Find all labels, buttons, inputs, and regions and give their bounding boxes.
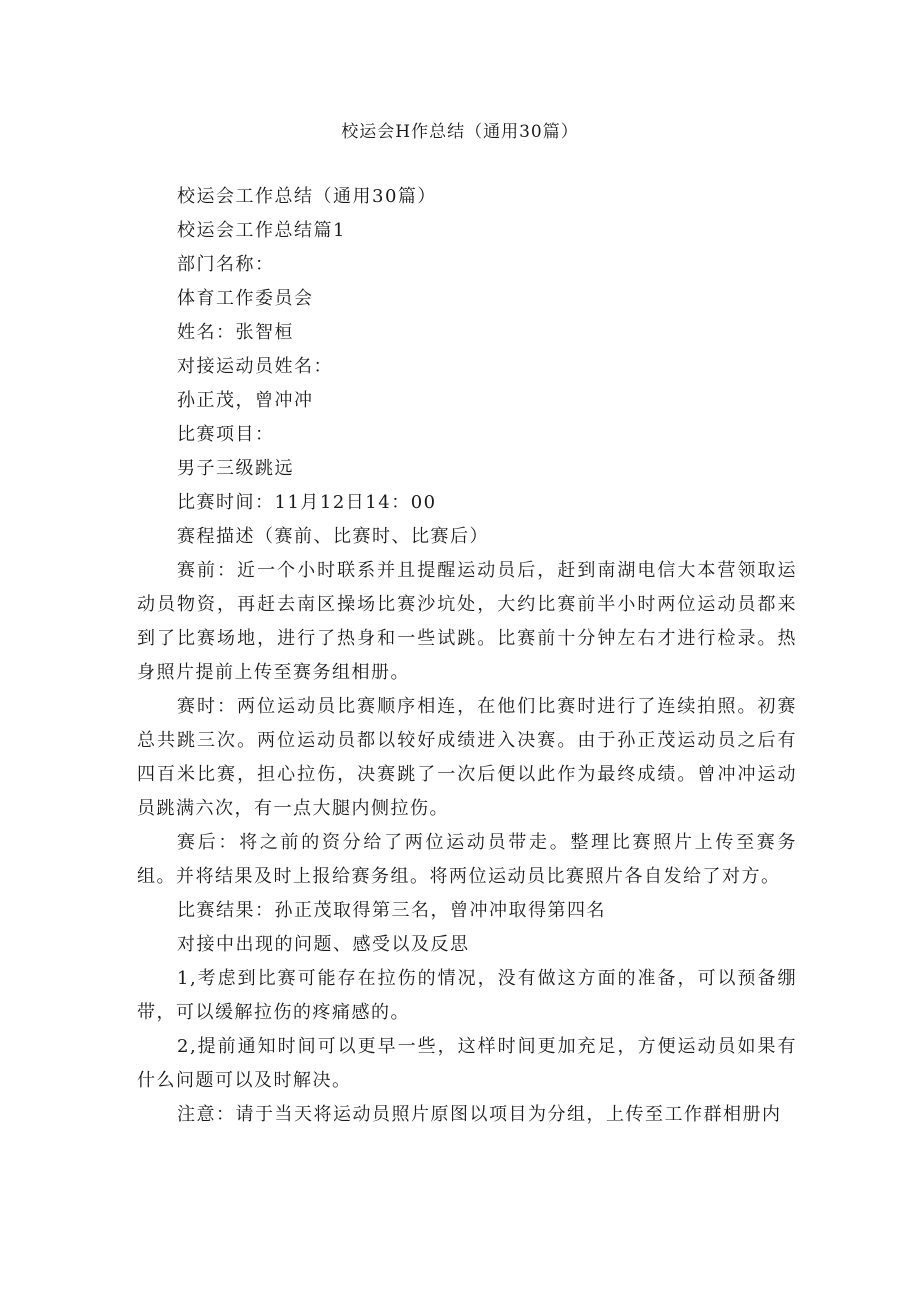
athlete-value: 孙正茂，曾冲冲 xyxy=(177,390,314,411)
athlete-label: 对接运动员姓名： xyxy=(177,356,333,377)
department-label: 部门名称： xyxy=(177,254,275,275)
paragraph-after-match: 赛后：将之前的资分给了两位运动员带走。整理比赛照片上传至赛务组。并将结果及时上报给赛务组。将两位运动员比赛照片各自发给了对方。 xyxy=(137,832,797,887)
result-line: 比赛结果：孙正茂取得第三名，曾冲冲取得第四名 xyxy=(177,900,606,921)
issues-heading: 对接中出现的问题、感受以及反思 xyxy=(177,934,470,955)
section-heading: 校运会工作总结篇1 xyxy=(177,220,346,241)
event-label: 比赛项目： xyxy=(177,424,275,445)
paragraph-before-match: 赛前：近一个小时联系并且提醒运动员后，赶到南湖电信大本营领取运动员物资，再赶去南区操场比赛沙坑处，大约比赛前半小时两位运动员都来到了比赛场地，进行了热身和一些试跳。比赛前十分钟左右才进行检录。热身照片提前上传至赛务组相册。 xyxy=(137,560,797,683)
event-time: 比赛时间：11月12日14：00 xyxy=(177,492,437,513)
department-value: 体育工作委员会 xyxy=(177,288,314,309)
name-line: 姓名：张智桓 xyxy=(177,322,294,343)
note-paragraph: 注意：请于当天将运动员照片原图以项目为分组，上传至工作群相册内 xyxy=(177,1104,782,1125)
document-title: 校运会H作总结（通用30篇） xyxy=(341,122,579,142)
schedule-heading: 赛程描述（赛前、比赛时、比赛后） xyxy=(177,526,489,547)
issue-item-2: 2,提前通知时间可以更早一些，这样时间更加充足，方便运动员如果有什么问题可以及时解决。 xyxy=(137,1036,797,1091)
paragraph-during-match: 赛时：两位运动员比赛顺序相连，在他们比赛时进行了连续拍照。初赛总共跳三次。两位运动员都以较好成绩进入决赛。由于孙正茂运动员之后有四百米比赛，担心拉伤，决赛跳了一次后便以此作为最终成绩。曾冲冲运动员跳满六次，有一点大腿内侧拉伤。 xyxy=(137,696,797,819)
subtitle-line: 校运会工作总结（通用30篇） xyxy=(177,186,437,207)
issue-item-1: 1,考虑到比赛可能存在拉伤的情况，没有做这方面的准备，可以预备绷带，可以缓解拉伤的疼痛感的。 xyxy=(137,968,797,1023)
document-body xyxy=(137,180,797,1132)
event-value: 男子三级跳远 xyxy=(177,458,294,479)
